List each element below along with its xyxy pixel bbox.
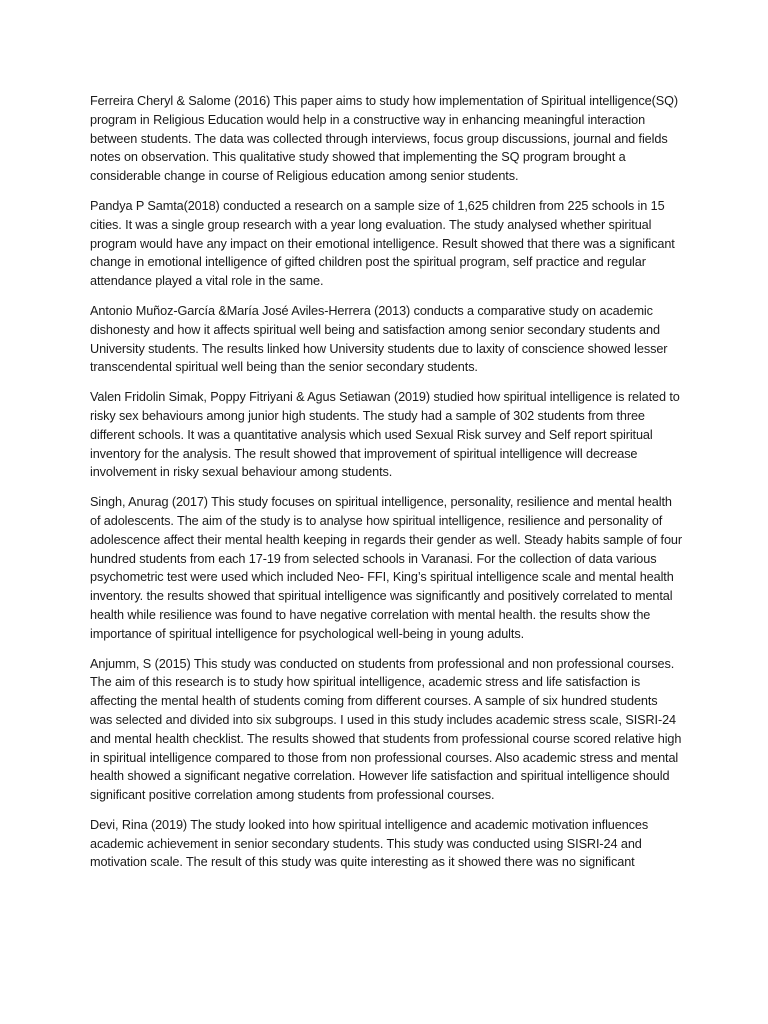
paragraph-anjumm: Anjumm, S (2015) This study was conducted on students from professional and non professional courses. The aim of this research is to study how spiritual intelligence, academic stress and life satisfaction is affecting the mental health of students coming from different courses. A sample of six hundred students was selected and divided into six subgroups. I used in this study includes academic stress scale, SISRI-24 and mental health checklist. The results showed that students from professional course scored relative high in spiritual intelligence compared to those from non professional courses. Also academic stress and mental health showed a significant negative correlation. However life satisfaction and spiritual intelligence should significant positive correlation among students from professional courses.: [90, 656, 682, 803]
paragraph-devi: Devi, Rina (2019) The study looked into how spiritual intelligence and academic motivation influences academic achievement in senior secondary students. This study was conducted using SISRI-24 and motivation scale. The result of this study was quite interesting as it showed there was no significant: [90, 817, 649, 870]
paragraph-ferreira: Ferreira Cheryl & Salome (2016) This paper aims to study how implementation of Spiritual intelligence(SQ) program in Religious Education would help in a constructive way in enhancing meaningful interaction between students. The data was collected through interviews, focus group discussions, journal and fields notes on observation. This qualitative study showed that implementing the SQ program brought a considerable change in course of Religious education among senior students.: [90, 94, 678, 184]
paragraph-pandya: Pandya P Samta(2018) conducted a research on a sample size of 1,625 children from 225 schools in 15 cities. It was a single group research with a year long evaluation. The study analysed whether spiritual program would have any impact on their emotional intelligence. Result showed that there was a significant change in emotional intelligence of gifted children post the spiritual program, self practice and regular attendance played a vital role in the same.: [90, 198, 675, 289]
paragraph-simak: Valen Fridolin Simak, Poppy Fitriyani & Agus Setiawan (2019) studied how spiritual intelligence is related to risky sex behaviours among junior high students. The study had a sample of 302 students from three different schools. It was a quantitative analysis which used Sexual Risk survey and Self report spiritual inventory for the analysis. The result showed that improvement of spiritual intelligence will decrease involvement in risky sexual behaviour among students.: [90, 390, 680, 480]
paragraph-singh: Singh, Anurag (2017) This study focuses on spiritual intelligence, personality, resilience and mental health of adolescents. The aim of the study is to analyse how spiritual intelligence, resilience and personality of adolescence affect their mental health keeping in regards their gender as well. Steady habits sample of four hundred students from each 17-19 from selected schools in Varanasi. For the collection of data various psychometric test were used which included Neo- FFI, King’s spiritual intelligence scale and mental health inventory. the results showed that spiritual intelligence was significantly and positively correlated to mental health while resilience was found to have negative correlation with mental health. the results show the importance of spiritual intelligence for psychological well-being in young adults.: [90, 495, 682, 641]
paragraph-munoz-garcia: Antonio Muñoz-García &María José Aviles-Herrera (2013) conducts a comparative study on academic dishonesty and how it affects spiritual well being and satisfaction among senior secondary students and University students. The results linked how University students due to laxity of conscience showed lesser transcendental spiritual well being than the senior secondary students.: [90, 303, 668, 375]
